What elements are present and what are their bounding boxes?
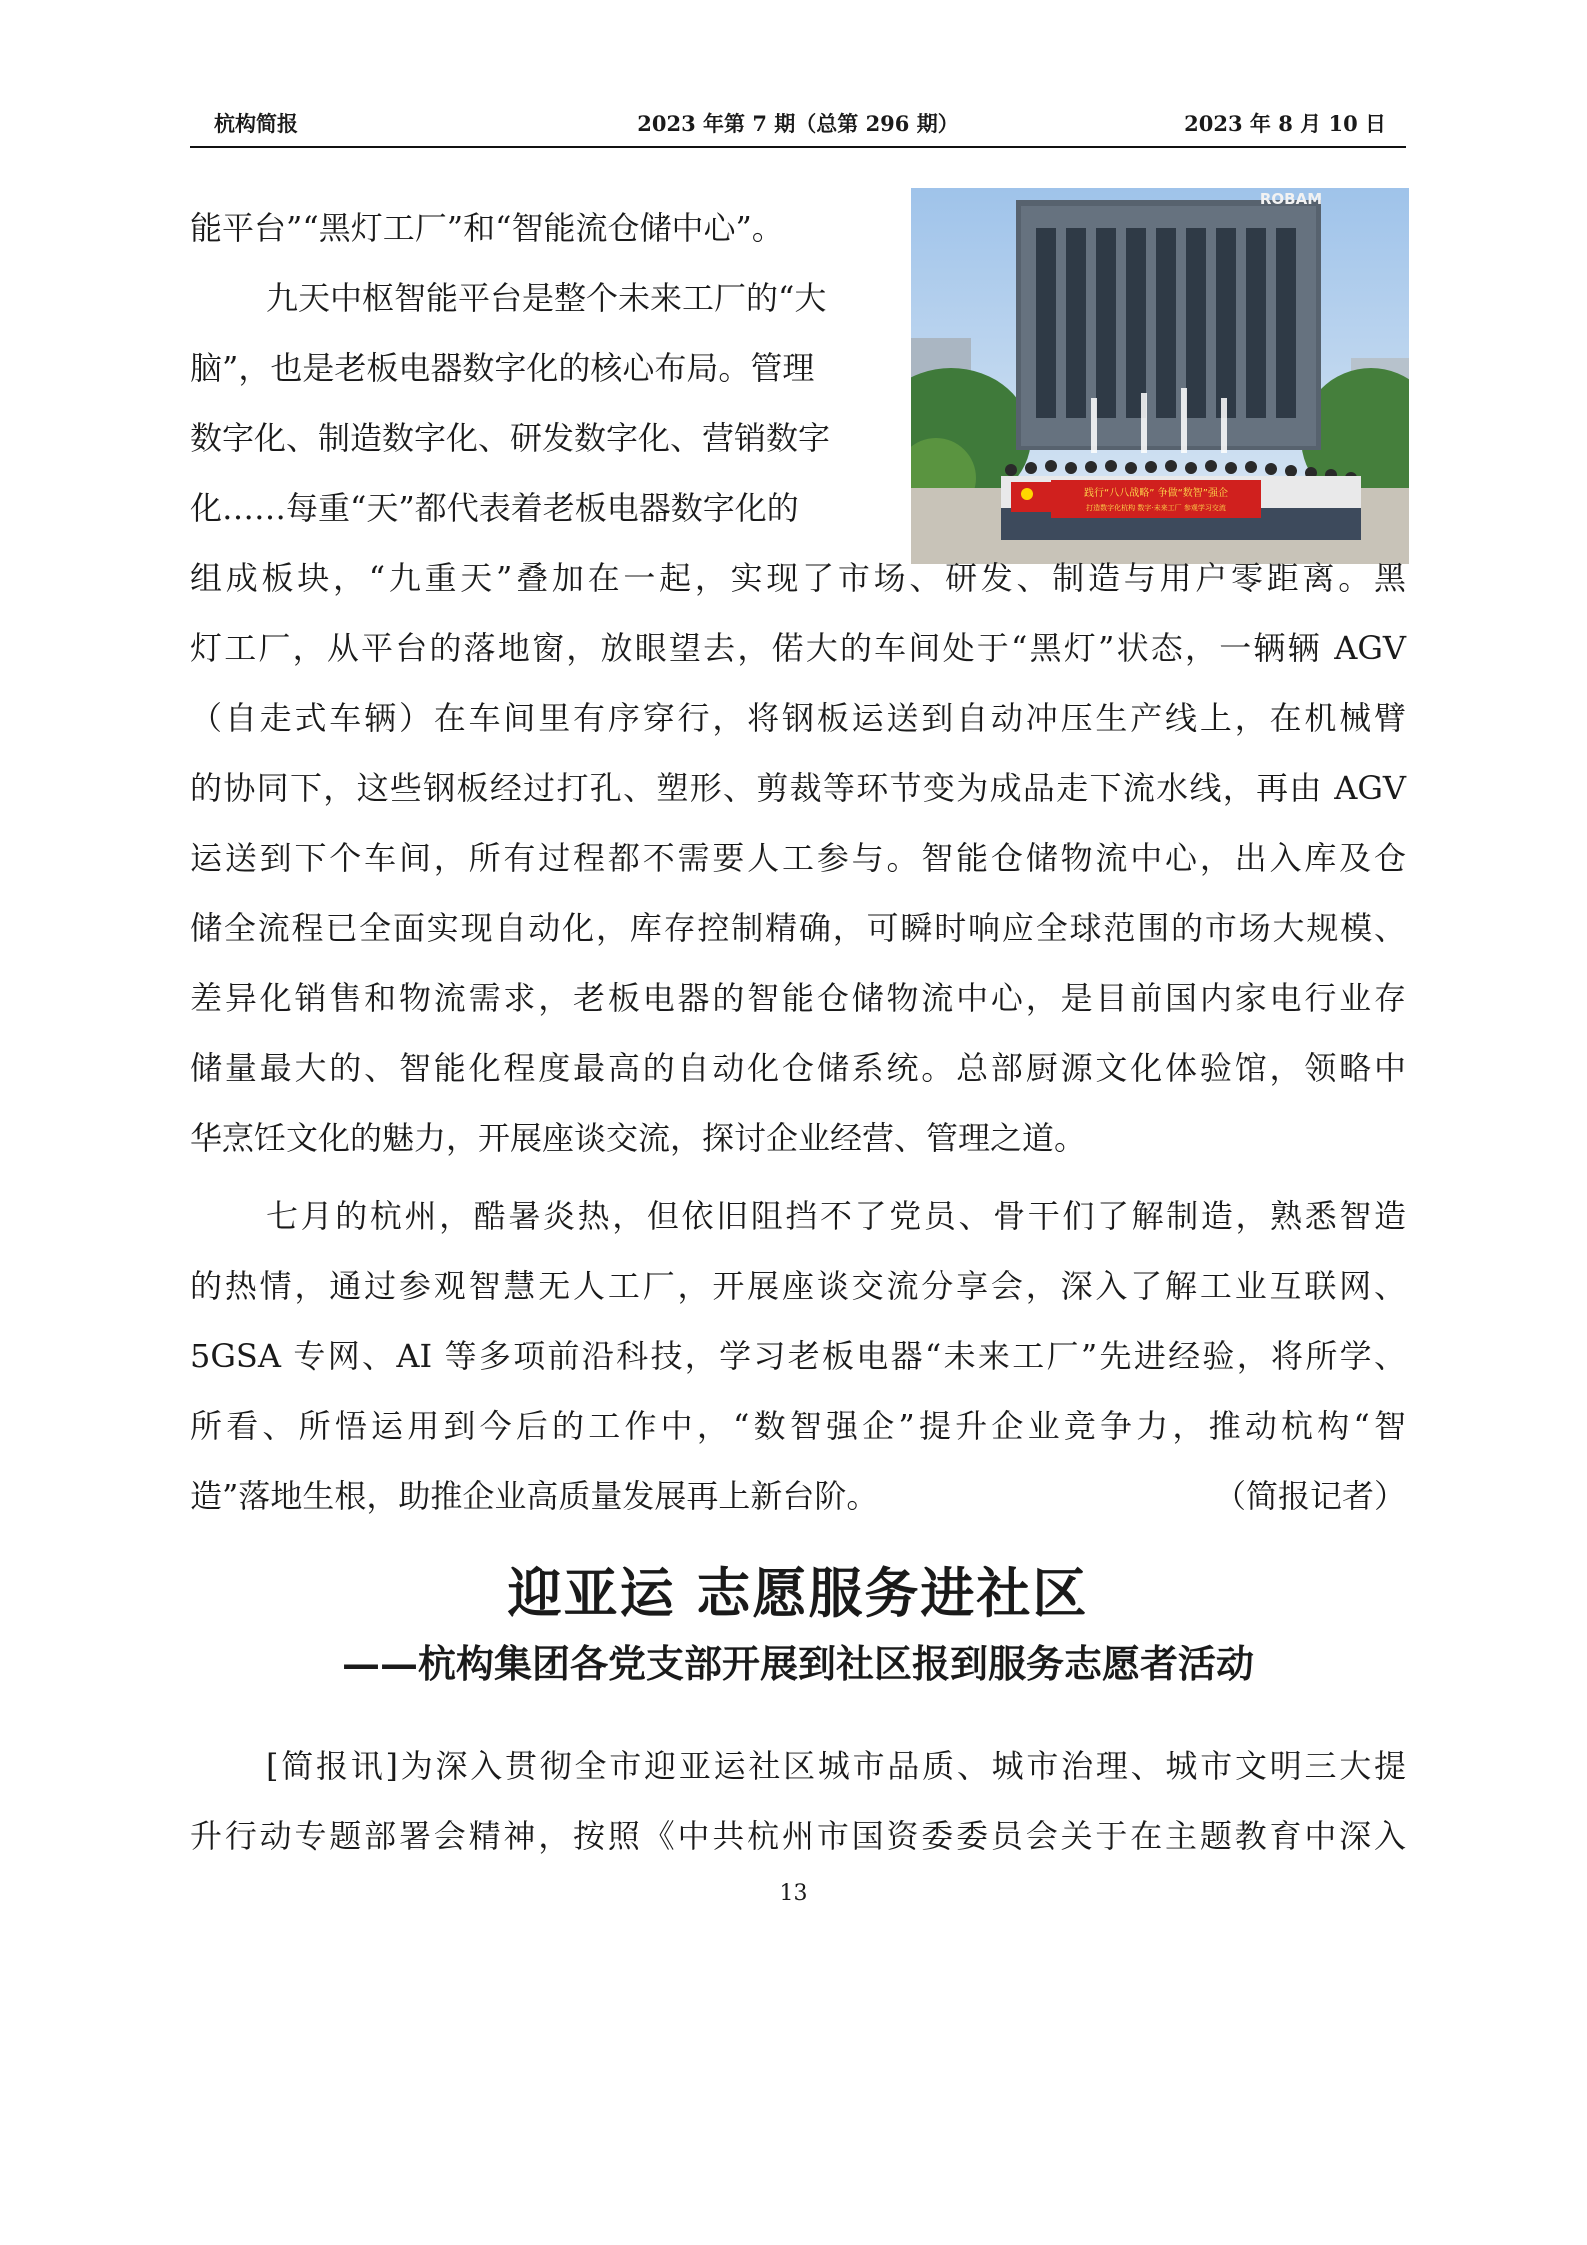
banner-subtext: 打造数字化杭构 数字·未来工厂 参观学习交流: [1086, 504, 1226, 512]
body-line: 造”落地生根，助推企业高质量发展再上新台阶。: [190, 1477, 879, 1515]
byline: （简报记者）: [1213, 1477, 1406, 1515]
body-line: 七月的杭州，酷暑炎热，但依旧阻挡不了党员、骨干们了解制造，熟悉智造: [266, 1197, 1406, 1235]
body-line: [简报讯]为深入贯彻全市迎亚运社区城市品质、城市治理、城市文明三大提: [266, 1747, 1406, 1785]
publication-name: 杭构简报: [214, 111, 298, 136]
body-line: 九天中枢智能平台是整个未来工厂的“大: [266, 279, 827, 317]
body-line: （自走式车辆）在车间里有序穿行，将钢板运送到自动冲压生产线上，在机械臂: [190, 699, 1406, 737]
body-line: 脑”，也是老板电器数字化的核心布局。管理: [190, 349, 815, 387]
body-line: 的热情，通过参观智慧无人工厂，开展座谈交流分享会，深入了解工业互联网、: [190, 1267, 1406, 1305]
body-line: 数字化、制造数字化、研发数字化、营销数字: [190, 419, 831, 457]
body-line: 灯工厂，从平台的落地窗，放眼望去，偌大的车间处于“黑灯”状态，一辆辆 AGV: [190, 629, 1406, 667]
page-header: [190, 112, 1406, 150]
body-line: 差异化销售和物流需求，老板电器的智能仓储物流中心，是目前国内家电行业存: [190, 979, 1406, 1017]
body-line: 升行动专题部署会精神，按照《中共杭州市国资委委员会关于在主题教育中深入: [190, 1817, 1406, 1855]
body-line: 储全流程已全面实现自动化，库存控制精确，可瞬时响应全球范围的市场大规模、: [190, 909, 1406, 947]
body-line: 所看、所悟运用到今后的工作中，“数智强企”提升企业竞争力，推动杭构“智: [190, 1407, 1406, 1445]
body-line: 5GSA 专网、AI 等多项前沿科技，学习老板电器“未来工厂”先进经验，将所学、: [190, 1337, 1406, 1375]
body-line: 运送到下个车间，所有过程都不需要人工参与。智能仓储物流中心，出入库及仓: [190, 839, 1406, 877]
article-title: 迎亚运 志愿服务进社区: [507, 1561, 1089, 1625]
article-subtitle: ——杭构集团各党支部开展到社区报到服务志愿者活动: [341, 1641, 1254, 1686]
issue-info: 2023 年第 7 期（总第 296 期）: [637, 111, 959, 136]
body-line: 华烹饪文化的魅力，开展座谈交流，探讨企业经营、管理之道。: [190, 1119, 1087, 1157]
issue-date: 2023 年 8 月 10 日: [1184, 111, 1386, 136]
page-number: 13: [779, 1881, 808, 1906]
group-photo: [911, 188, 1409, 564]
body-line: 组成板块，“九重天”叠加在一起，实现了市场、研发、制造与用户零距离。黑: [190, 559, 1406, 597]
group-photo-illustration: [911, 188, 1409, 564]
header-rule: [190, 146, 1406, 148]
body-line: 储量最大的、智能化程度最高的自动化仓储系统。总部厨源文化体验馆，领略中: [190, 1049, 1406, 1087]
building-sign: ROBAM: [1259, 190, 1323, 208]
banner-text: 践行“八八战略” 争做“数智”强企: [1084, 488, 1228, 499]
body-line: 能平台”“黑灯工厂”和“智能流仓储中心”。: [190, 209, 784, 247]
body-line: 的协同下，这些钢板经过打孔、塑形、剪裁等环节变为成品走下流水线，再由 AGV: [190, 769, 1406, 807]
body-line: 化……每重“天”都代表着老板电器数字化的: [190, 489, 799, 527]
